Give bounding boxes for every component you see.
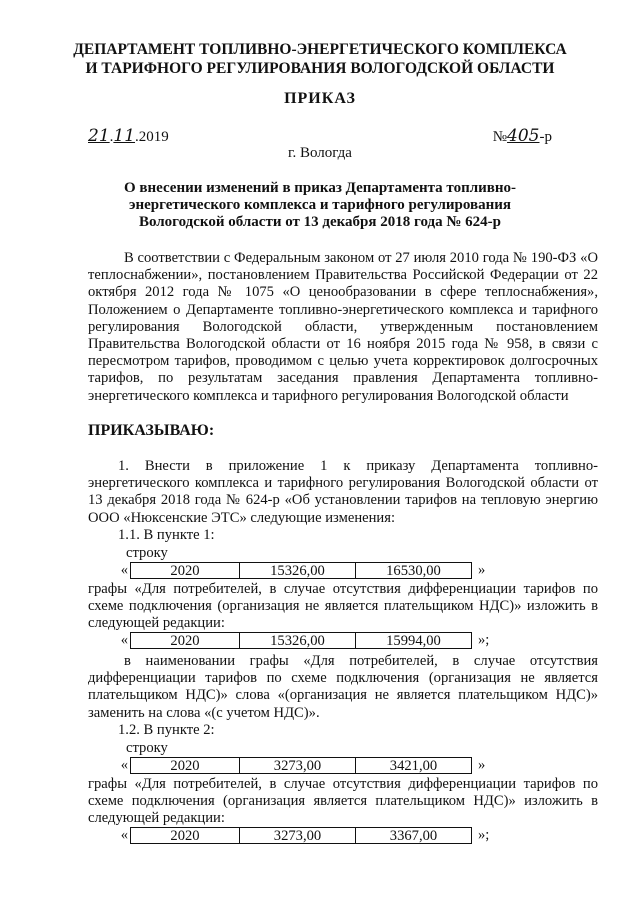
order-word: ПРИКАЗЫВАЮ: — [88, 422, 215, 439]
table-cell-year: 2020 — [130, 632, 240, 649]
table-cell-value: 3273,00 — [240, 827, 356, 844]
header-line-2: И ТАРИФНОГО РЕГУЛИРОВАНИЯ ВОЛОГОДСКОЙ ОБЛАСТИ — [85, 60, 555, 77]
date-year: 2019 — [138, 129, 169, 145]
table-cell-year: 2020 — [130, 757, 240, 774]
table-cell-value: 15326,00 — [240, 632, 356, 649]
tariff-row-new-1: « 2020 15326,00 15994,00 »; — [120, 632, 490, 649]
date-month: 11 — [113, 126, 136, 146]
table-cell-year: 2020 — [130, 562, 240, 579]
city: г. Вологда — [288, 145, 352, 161]
table-cell-value: 3273,00 — [240, 757, 356, 774]
table-cell-year: 2020 — [130, 827, 240, 844]
tariff-row-new-2: « 2020 3273,00 3367,00 »; — [120, 827, 490, 844]
date-day: 21 — [88, 126, 110, 146]
table-cell-value: 3421,00 — [356, 757, 472, 774]
preamble: В соответствии с Федеральным законом от 27 июля 2010 года № 190-ФЗ «О теплоснабжении», постановлением Правительства Российской Федерации от 22 октября 2012 года № 1075 «О ценообразовании в сфере теплоснабжения», Положением о Департаменте топливно-энергетического комплекса и тарифного регулирования Вологодской области, утвержденным постановлением Правительства Вологодской области от 16 ноября 2015 года № 958, в связи с пересмотром тарифов, проводимом с целью учета корректировок долгосрочных тарифов, по результатам заседания правления Департамента топливно-энергетического комплекса и тарифного регулирования Вологодской области — [88, 250, 598, 404]
row-word-2: строку — [126, 740, 168, 756]
order-date: 21.11.2019 — [88, 126, 169, 146]
name-change-text: в наименовании графы «Для потребителей, в случае отсутствия дифференциации тарифов по схеме подключения (организация не является плательщиком НДС)» слова «(организация не является плательщиком НДС)» заменить на слова «(с учетом НДС)». — [88, 653, 598, 721]
order-title: ПРИКАЗ — [284, 90, 356, 107]
department-header — [60, 40, 580, 78]
graph-text-2: графы «Для потребителей, в случае отсутствия дифференциации тарифов по схеме подключения (организация является плательщиком НДС)» изложить в следующей редакции: — [88, 776, 598, 827]
header-line-1: ДЕПАРТАМЕНТ ТОПЛИВНО-ЭНЕРГЕТИЧЕСКОГО КОМПЛЕКСА — [73, 41, 567, 58]
tariff-row-old-1: « 2020 15326,00 16530,00 » — [120, 562, 486, 579]
item-1-2: 1.2. В пункте 2: — [118, 722, 215, 738]
table-cell-value: 3367,00 — [356, 827, 472, 844]
tariff-row-old-2: « 2020 3273,00 3421,00 » — [120, 757, 486, 774]
order-subject: О внесении изменений в приказ Департамента топливно-энергетического комплекса и тарифного регулирования Вологодской области от 13 декабря 2018 года № 624-р — [123, 180, 517, 230]
table-cell-value: 16530,00 — [356, 562, 472, 579]
item-1-1: 1.1. В пункте 1: — [118, 527, 215, 543]
table-cell-value: 15994,00 — [356, 632, 472, 649]
order-number-value: 405 — [507, 126, 540, 146]
table-cell-value: 15326,00 — [240, 562, 356, 579]
item-1: 1. Внести в приложение 1 к приказу Департамента топливно-энергетического комплекса и тарифного регулирования Вологодской области от 13 декабря 2018 года № 624-р «Об установлении тарифов на тепловую энергию ООО «Нюксенские ЭТС» следующие изменения: — [88, 458, 598, 526]
row-word-1: строку — [126, 545, 168, 561]
order-number: №405-р — [492, 126, 552, 146]
graph-text-1: графы «Для потребителей, в случае отсутствия дифференциации тарифов по схеме подключения (организация не является плательщиком НДС)» изложить в следующей редакции: — [88, 581, 598, 632]
